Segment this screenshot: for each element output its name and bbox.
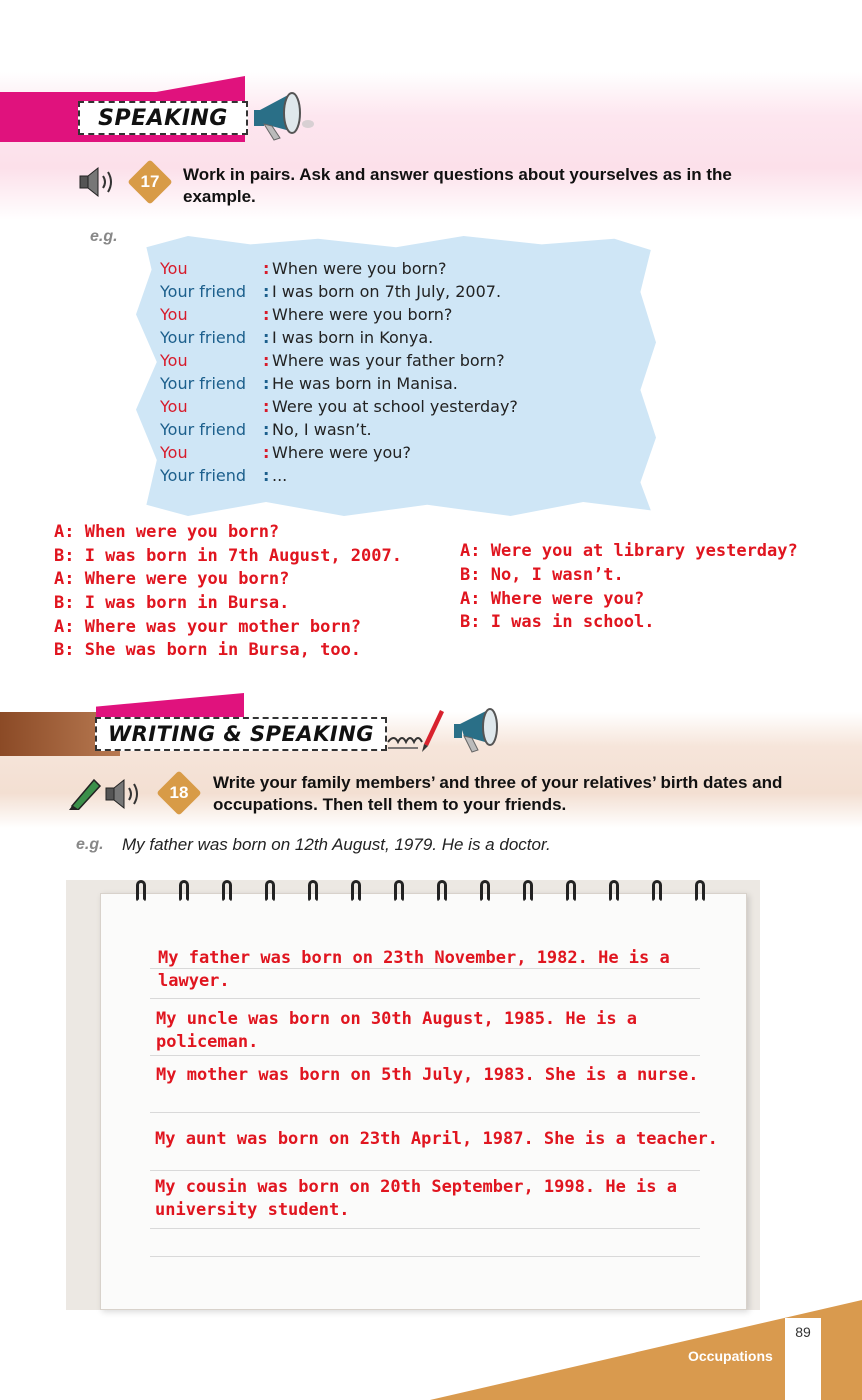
dialogue-row bbox=[160, 466, 640, 489]
dialogue-row bbox=[160, 443, 640, 466]
speaker-label: You bbox=[160, 397, 188, 416]
answer-line: A: Where was your mother born? bbox=[54, 617, 362, 637]
colon: : bbox=[263, 443, 270, 462]
colon: : bbox=[263, 328, 270, 347]
speaker-icon[interactable] bbox=[104, 778, 146, 810]
notebook-entry: My uncle was born on 30th August, 1985. He is a policeman. bbox=[156, 1009, 638, 1052]
notebook-rule bbox=[150, 1112, 700, 1113]
answer-line: B: I was born in 7th August, 2007. bbox=[54, 546, 402, 566]
dialogue-row bbox=[160, 328, 640, 351]
pen-scribble-icon bbox=[384, 704, 446, 754]
megaphone-icon bbox=[250, 88, 316, 148]
colon: : bbox=[263, 374, 270, 393]
notebook-rule bbox=[150, 1055, 700, 1056]
colon: : bbox=[263, 351, 270, 370]
dialogue-row bbox=[160, 374, 640, 397]
ring-icon bbox=[265, 880, 275, 902]
ring-icon bbox=[351, 880, 361, 902]
exercise-number-17: 17 bbox=[140, 172, 160, 191]
notebook-entry: My mother was born on 5th July, 1983. She is a nurse. bbox=[156, 1065, 699, 1085]
unit-label: Occupations bbox=[688, 1348, 773, 1364]
notebook-rule bbox=[150, 1170, 700, 1171]
writing-section-title: WRITING & SPEAKING bbox=[95, 717, 387, 751]
answer-line: B: I was in school. bbox=[460, 612, 655, 632]
exercise-17-instruction: Work in pairs. Ask and answer questions about yourselves as in the example. bbox=[183, 165, 732, 206]
dialogue-row bbox=[160, 397, 640, 420]
notebook-entry: My cousin was born on 20th September, 1998. He is a university student. bbox=[155, 1177, 677, 1220]
dialogue-line: Where were you born? bbox=[272, 305, 453, 324]
pencil-icon bbox=[66, 776, 104, 810]
speaker-label: You bbox=[160, 259, 188, 278]
ring-icon bbox=[222, 880, 232, 902]
colon: : bbox=[263, 282, 270, 301]
dialogue-line: I was born in Konya. bbox=[272, 328, 434, 347]
ring-icon bbox=[695, 880, 705, 902]
exercise-18-instruction: Write your family members’ and three of your relatives’ birth dates and occupations. Then tell them to your friends. bbox=[213, 773, 783, 814]
answer-line: B: I was born in Bursa. bbox=[54, 593, 290, 613]
page-number: 89 bbox=[795, 1324, 811, 1340]
notebook-rule bbox=[150, 1256, 700, 1257]
exercise-number-18: 18 bbox=[169, 783, 189, 802]
dialogue-row bbox=[160, 259, 640, 282]
ring-icon bbox=[523, 880, 533, 902]
answer-line: A: When were you born? bbox=[54, 522, 280, 542]
answer-line: A: Where were you born? bbox=[54, 569, 290, 589]
dialogue-line: Were you at school yesterday? bbox=[272, 397, 518, 416]
colon: : bbox=[263, 397, 270, 416]
ring-icon bbox=[566, 880, 576, 902]
notebook-rule bbox=[150, 1228, 700, 1229]
dialogue-line: Where were you? bbox=[272, 443, 411, 462]
dialogue-line: Where was your father born? bbox=[272, 351, 505, 370]
answer-line: A: Were you at library yesterday? bbox=[460, 541, 798, 561]
dialogue-row bbox=[160, 420, 640, 443]
speaker-label: Your friend bbox=[160, 466, 247, 485]
speaking-section-title: SPEAKING bbox=[78, 101, 248, 135]
example-sentence: My father was born on 12th August, 1979. He is a doctor. bbox=[122, 835, 551, 854]
ring-icon bbox=[136, 880, 146, 902]
ring-icon bbox=[308, 880, 318, 902]
colon: : bbox=[263, 466, 270, 485]
speaker-label: Your friend bbox=[160, 328, 247, 347]
answer-line: B: She was born in Bursa, too. bbox=[54, 640, 362, 660]
answer-line: B: No, I wasn’t. bbox=[460, 565, 624, 585]
eg-label: e.g. bbox=[90, 228, 118, 245]
speaker-icon[interactable] bbox=[78, 166, 120, 198]
dialogue-line: He was born in Manisa. bbox=[272, 374, 458, 393]
dialogue-line: When were you born? bbox=[272, 259, 447, 278]
ring-icon bbox=[394, 880, 404, 902]
notebook-rule bbox=[150, 998, 700, 999]
dialogue-line: No, I wasn’t. bbox=[272, 420, 372, 439]
speaker-label: You bbox=[160, 351, 188, 370]
answer-line: A: Where were you? bbox=[460, 589, 645, 609]
ring-icon bbox=[609, 880, 619, 902]
dialogue-row bbox=[160, 282, 640, 305]
notebook-entry: My aunt was born on 23th April, 1987. She is a teacher. bbox=[155, 1129, 718, 1149]
speaker-label: Your friend bbox=[160, 420, 247, 439]
colon: : bbox=[263, 305, 270, 324]
colon: : bbox=[263, 420, 270, 439]
ring-icon bbox=[480, 880, 490, 902]
notebook-entry: My father was born on 23th November, 1982. He is a lawyer. bbox=[158, 948, 670, 991]
ring-icon bbox=[179, 880, 189, 902]
ring-icon bbox=[437, 880, 447, 902]
colon: : bbox=[263, 259, 270, 278]
speaker-label: You bbox=[160, 305, 188, 324]
dialogue-row bbox=[160, 305, 640, 328]
eg-label: e.g. bbox=[76, 836, 104, 853]
dialogue-row bbox=[160, 351, 640, 374]
speaker-label: Your friend bbox=[160, 282, 247, 301]
ring-icon bbox=[652, 880, 662, 902]
speaker-label: Your friend bbox=[160, 374, 247, 393]
dialogue-line: ... bbox=[272, 466, 288, 485]
megaphone-icon bbox=[452, 704, 512, 758]
dialogue-line: I was born on 7th July, 2007. bbox=[272, 282, 502, 301]
speaker-label: You bbox=[160, 443, 188, 462]
